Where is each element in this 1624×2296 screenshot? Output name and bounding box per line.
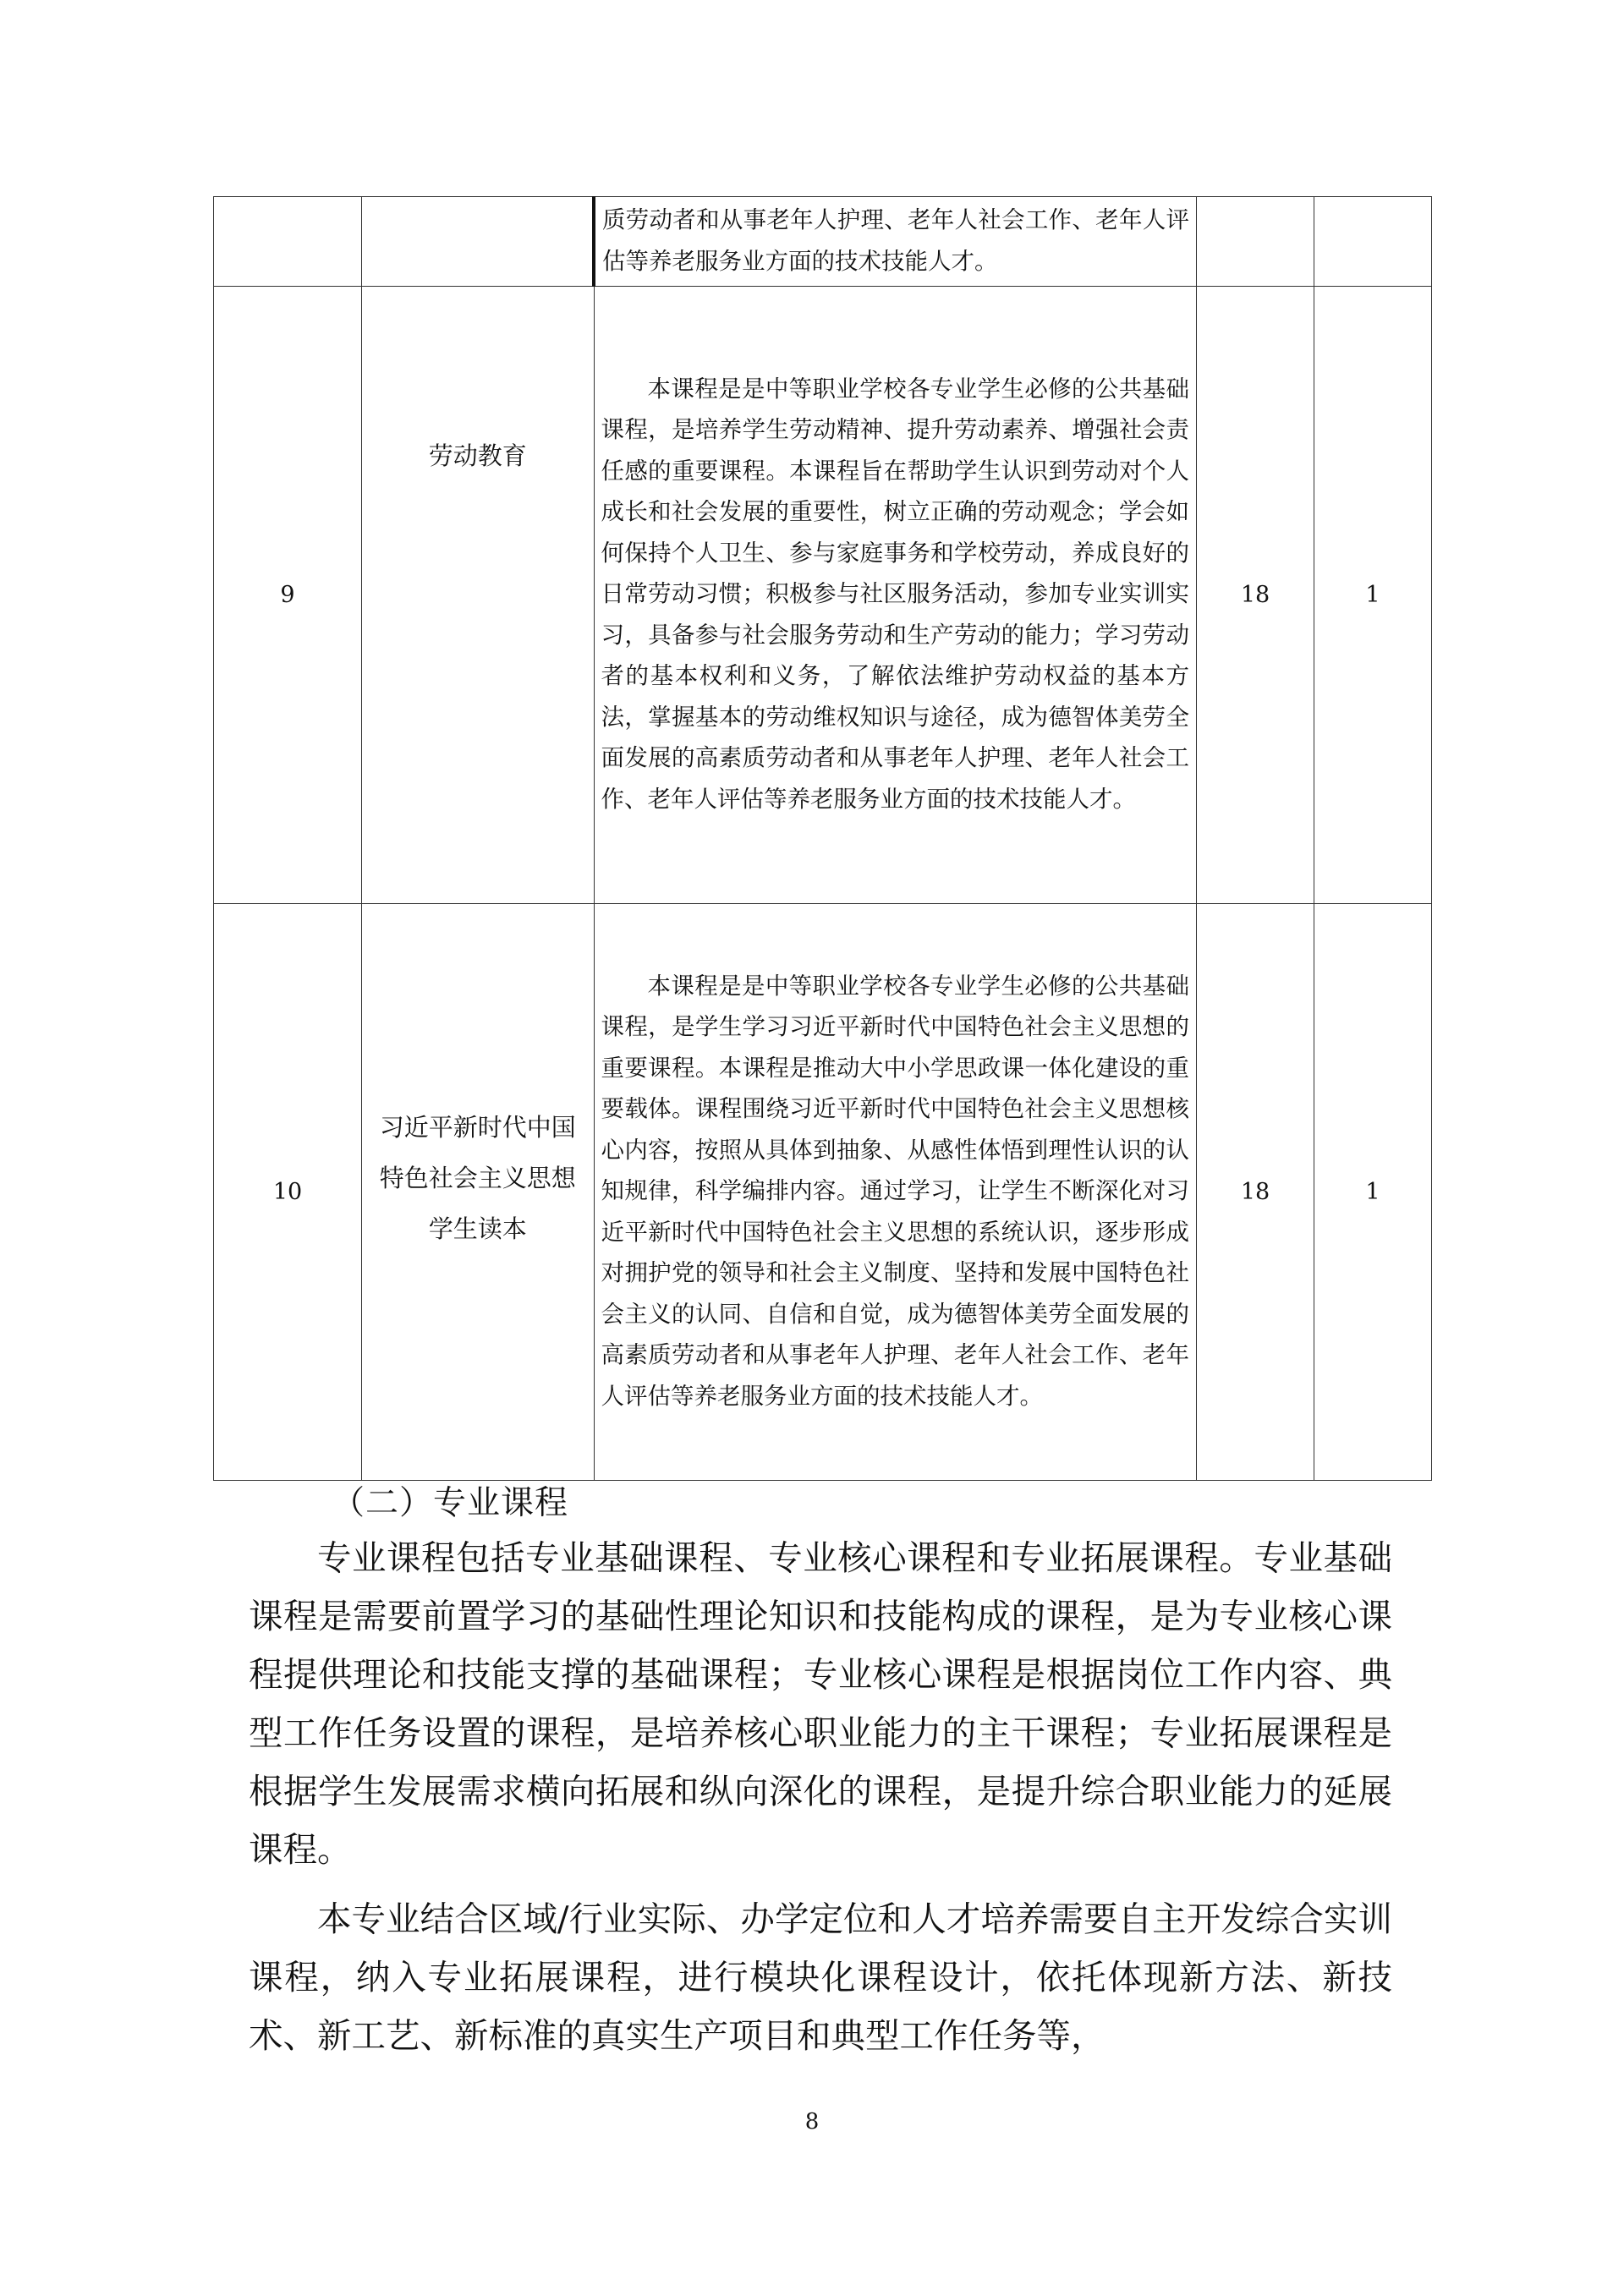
table-cell-name (362, 197, 595, 287)
table-cell-credits (1314, 197, 1432, 287)
course-description: 本课程是是中等职业学校各专业学生必修的公共基础课程，是培养学生劳动精神、提升劳动素养、增强社会责任感的重要课程。本课程旨在帮助学生认识到劳动对个人成长和社会发展的重要性，树立正确的劳动观念；学会如何保持个人卫生、参与家庭事务和学校劳动，养成良好的日常劳动习惯；积极参与社区服务活动，参加专业实训实习，具备参与社会服务劳动和生产劳动的能力；学习劳动者的基本权利和义务，了解依法维护劳动权益的基本方法，掌握基本的劳动维权知识与途径，成为德智体美劳全面发展的高素质劳动者和从事老年人护理、老年人社会工作、老年人评估等养老服务业方面的技术技能人才。 (601, 375, 1189, 813)
table-cell-credits (1314, 287, 1432, 904)
course-credits: 1 (1365, 582, 1380, 608)
table-cell-hours (1197, 197, 1314, 287)
course-credits: 1 (1365, 1179, 1380, 1205)
table-cell-description (594, 904, 1197, 1481)
table-row (214, 904, 1432, 1481)
page-number: 8 (804, 2109, 820, 2134)
course-description: 质劳动者和从事老年人护理、老年人社会工作、老年人评估等养老服务业方面的技术技能人才。 (602, 206, 1189, 275)
course-number: 9 (280, 582, 295, 608)
table-row (214, 287, 1432, 904)
table-cell-hours (1197, 287, 1314, 904)
section-heading: （二）专业课程 (332, 1484, 569, 1522)
table-cell-description (594, 197, 1197, 287)
course-hours: 18 (1240, 582, 1270, 608)
table-cell-number (214, 287, 362, 904)
body-paragraph: 本专业结合区域/行业实际、办学定位和人才培养需要自主开发综合实训课程，纳入专业拓展课程，进行模块化课程设计，依托体现新方法、新技术、新工艺、新标准的真实生产项目和典型工作任务等， (249, 1899, 1392, 2056)
table-cell-number (214, 904, 362, 1481)
table-cell-number (214, 197, 362, 287)
table-cell-hours (1197, 904, 1314, 1481)
table-row (214, 197, 1432, 287)
course-hours: 18 (1240, 1179, 1270, 1205)
table-cell-name (362, 904, 595, 1481)
course-table (213, 196, 1432, 1481)
course-name: 习近平新时代中国特色社会主义思想学生读本 (379, 1112, 576, 1243)
course-description: 本课程是是中等职业学校各专业学生必修的公共基础课程，是学生学习习近平新时代中国特色社会主义思想的重要课程。本课程是推动大中小学思政课一体化建设的重要载体。课程围绕习近平新时代中国特色社会主义思想核心内容，按照从具体到抽象、从感性体悟到理性认识的认知规律，科学编排内容。通过学习，让学生不断深化对习近平新时代中国特色社会主义思想的系统认识，逐步形成对拥护党的领导和社会主义制度、坚持和发展中国特色社会主义的认同、自信和自觉，成为德智体美劳全面发展的高素质劳动者和从事老年人护理、老年人社会工作、老年人评估等养老服务业方面的技术技能人才。 (601, 972, 1189, 1410)
table-cell-credits (1314, 904, 1432, 1481)
table-cell-name (362, 287, 595, 904)
table-cell-description (594, 287, 1197, 904)
course-number: 10 (272, 1179, 303, 1205)
body-paragraph: 专业课程包括专业基础课程、专业核心课程和专业拓展课程。专业基础课程是需要前置学习的基础性理论知识和技能构成的课程，是为专业核心课程提供理论和技能支撑的基础课程；专业核心课程是根据岗位工作内容、典型工作任务设置的课程，是培养核心职业能力的主干课程；专业拓展课程是根据学生发展需求横向拓展和纵向深化的课程，是提升综合职业能力的延展课程。 (249, 1537, 1392, 1870)
course-name: 劳动教育 (428, 441, 527, 470)
